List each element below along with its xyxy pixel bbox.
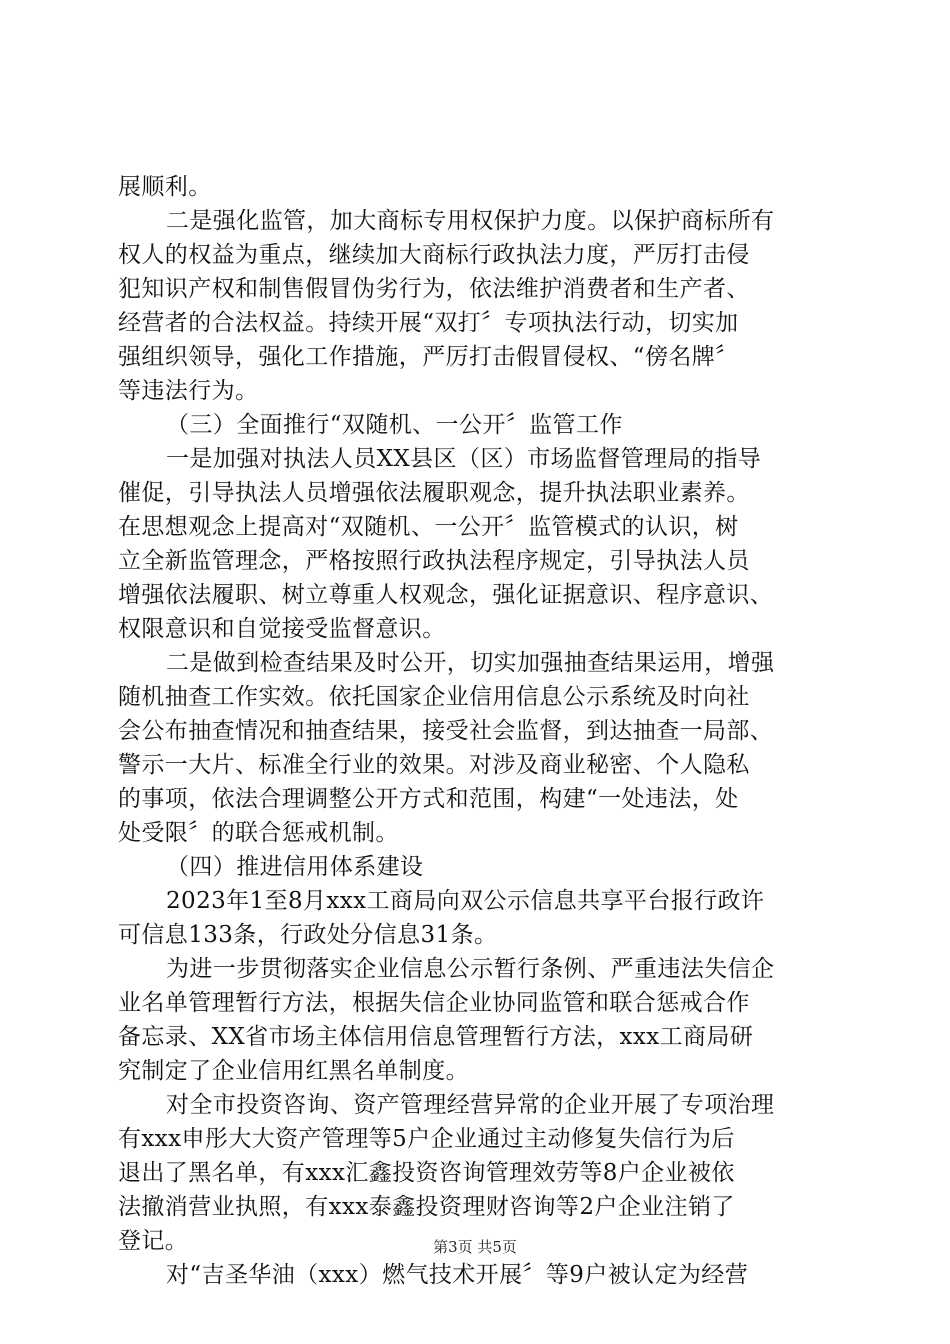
text-line: 经营者的合法权益。持续开展“双打〞专项执法行动，切实加 bbox=[118, 310, 739, 336]
text-line: （四）推进信用体系建设 bbox=[166, 854, 424, 880]
document-body bbox=[118, 170, 838, 1292]
text-line: 业名单管理暂行方法，根据失信企业协同监管和联合惩戒合作 bbox=[118, 990, 750, 1016]
text-line: 有xxx申彤大大资产管理等5户企业通过主动修复失信行为后 bbox=[118, 1126, 735, 1152]
text-line: 展顺利。 bbox=[118, 174, 212, 200]
text-line: 可信息133条，行政处分信息31条。 bbox=[118, 922, 498, 948]
text-line: 强组织领导，强化工作措施，严厉打击假冒侵权、“傍名牌〞 bbox=[118, 344, 739, 370]
text-line: 警示一大片、标准全行业的效果。对涉及商业秘密、个人隐私 bbox=[118, 752, 750, 778]
text-line: 权限意识和自觉接受监督意识。 bbox=[118, 616, 446, 642]
text-line: 在思想观念上提高对“双随机、一公开〞监管模式的认识，树 bbox=[118, 514, 739, 540]
text-line: 一是加强对执法人员XX县区（区）市场监督管理局的指导 bbox=[166, 446, 762, 472]
text-line: 等违法行为。 bbox=[118, 378, 259, 404]
text-line: 权人的权益为重点，继续加大商标行政执法力度，严厉打击侵 bbox=[118, 242, 750, 268]
text-line: 备忘录、XX省市场主体信用信息管理暂行方法，xxx工商局研 bbox=[118, 1024, 754, 1050]
text-line: 退出了黑名单，有xxx汇鑫投资咨询管理效劳等8户企业被依 bbox=[118, 1160, 735, 1186]
text-line: 为进一步贯彻落实企业信息公示暂行条例、严重违法失信企 bbox=[166, 956, 775, 982]
text-line: 登记。 bbox=[118, 1228, 189, 1254]
text-line: 的事项，依法合理调整公开方式和范围，构建“一处违法，处 bbox=[118, 786, 739, 812]
text-line: 增强依法履职、树立尊重人权观念，强化证据意识、程序意识、 bbox=[118, 582, 774, 608]
text-line: 2023年1至8月xxx工商局向双公示信息共享平台报行政许 bbox=[166, 888, 765, 914]
text-line: 犯知识产权和制售假冒伪劣行为，依法维护消费者和生产者、 bbox=[118, 276, 750, 302]
page-footer: 第3页 共5页 bbox=[433, 1238, 517, 1256]
text-line: 立全新监管理念，严格按照行政执法程序规定，引导执法人员 bbox=[118, 548, 750, 574]
text-line: 处受限〞的联合惩戒机制。 bbox=[118, 820, 399, 846]
text-line: 对全市投资咨询、资产管理经营异常的企业开展了专项治理 bbox=[166, 1092, 775, 1118]
text-line: （三）全面推行“双随机、一公开〞监管工作 bbox=[166, 412, 623, 438]
text-line: 会公布抽查情况和抽查结果，接受社会监督，到达抽查一局部、 bbox=[118, 718, 774, 744]
text-line: 对“吉圣华油（xxx）燃气技术开展〞等9户被认定为经营 bbox=[166, 1262, 749, 1288]
text-line: 究制定了企业信用红黑名单制度。 bbox=[118, 1058, 469, 1084]
text-line: 催促，引导执法人员增强依法履职观念，提升执法职业素养。 bbox=[118, 480, 750, 506]
text-line: 二是强化监管，加大商标专用权保护力度。以保护商标所有 bbox=[166, 208, 775, 234]
text-line: 二是做到检查结果及时公开，切实加强抽查结果运用，增强 bbox=[166, 650, 775, 676]
text-line: 随机抽查工作实效。依托国家企业信用信息公示系统及时向社 bbox=[118, 684, 750, 710]
text-line: 法撤消营业执照，有xxx泰鑫投资理财咨询等2户企业注销了 bbox=[118, 1194, 735, 1220]
